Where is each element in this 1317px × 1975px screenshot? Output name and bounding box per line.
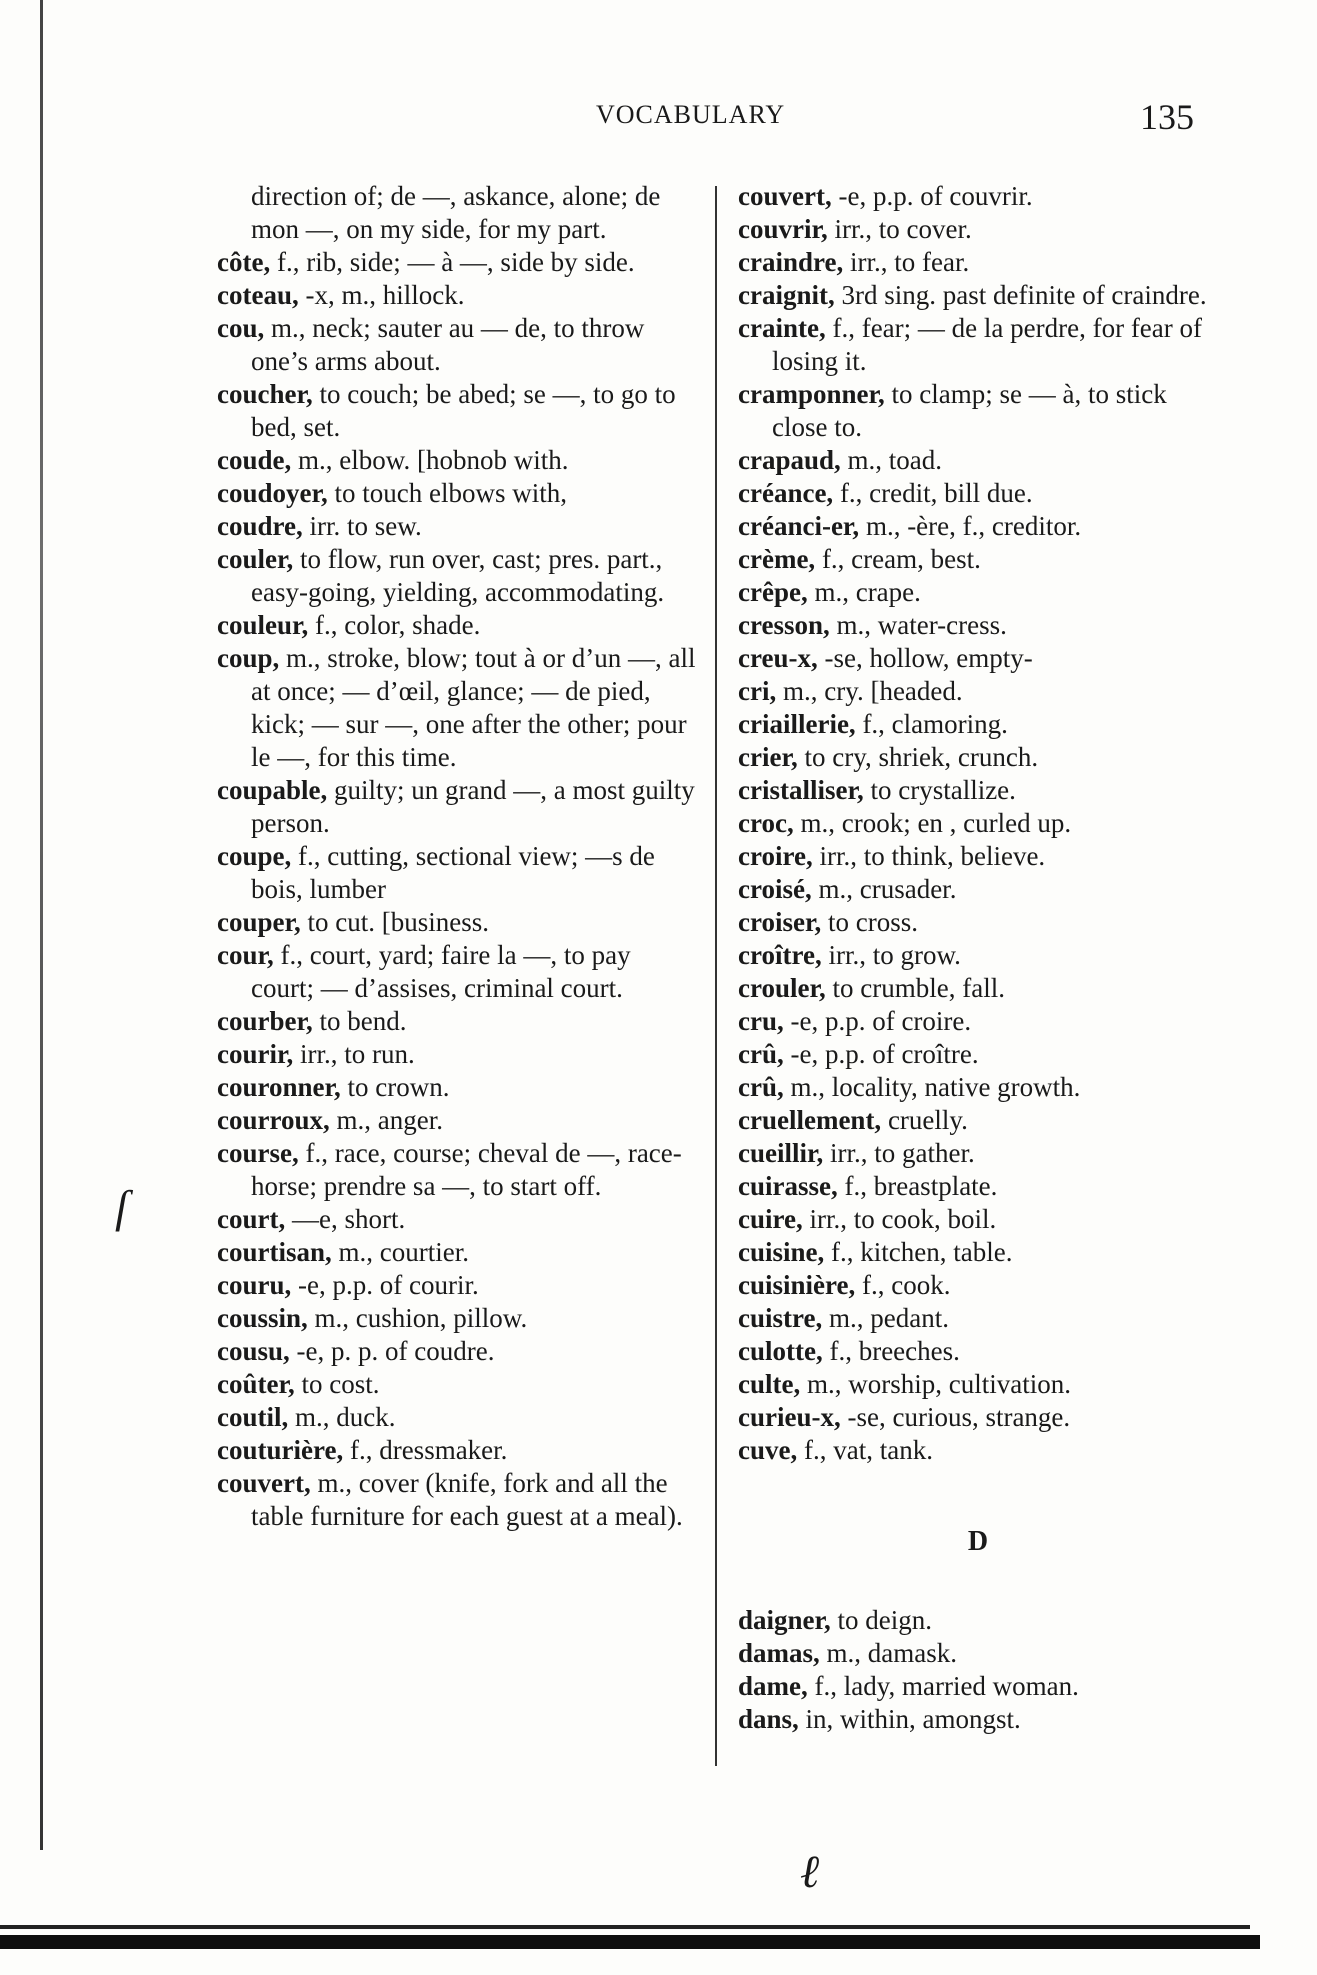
vocab-entry xyxy=(217,312,697,378)
entry-definition: m., -ère, f., creditor. xyxy=(859,511,1082,541)
entry-definition: irr., to grow. xyxy=(821,940,961,970)
vocab-entry xyxy=(217,1137,697,1203)
entry-headword: créance, xyxy=(738,478,834,508)
vocab-entry xyxy=(738,477,1218,510)
vocab-entry xyxy=(738,807,1218,840)
entry-definition: to cut. [business. xyxy=(300,907,490,937)
entry-definition: f., credit, bill due. xyxy=(833,478,1033,508)
vocab-entry xyxy=(738,840,1218,873)
entry-definition: irr., to cook, boil. xyxy=(802,1204,997,1234)
entry-headword: couru, xyxy=(217,1270,292,1300)
entry-definition: m., crusader. xyxy=(811,874,957,904)
vocab-entry xyxy=(217,1401,697,1434)
vocab-entry xyxy=(738,378,1218,444)
entry-definition: f., cream, best. xyxy=(815,544,981,574)
entry-headword: curieu-x, xyxy=(738,1402,841,1432)
entry-definition: to clamp; se — à, to stick close to. xyxy=(772,379,1167,442)
column-divider xyxy=(715,186,717,1766)
entry-definition: to deign. xyxy=(830,1605,933,1635)
vocab-entry xyxy=(738,312,1218,378)
vocab-entry xyxy=(738,1038,1218,1071)
entry-headword: craignit, xyxy=(738,280,835,310)
entry-headword: couvrir, xyxy=(738,214,828,244)
entry-headword: coutil, xyxy=(217,1402,289,1432)
entry-definition: -e, p. p. of coudre. xyxy=(289,1336,495,1366)
entry-definition: to crystallize. xyxy=(863,775,1016,805)
entry-headword: courtisan, xyxy=(217,1237,332,1267)
vocab-entry xyxy=(738,609,1218,642)
entry-definition: m., stroke, blow; tout à or d’un —, all at once; — d’œil, glance; — de pied, kick; — sur —, one after the other; pour le —, for this time. xyxy=(251,643,696,772)
vocab-entry xyxy=(738,1703,1218,1736)
left-column xyxy=(217,180,697,1533)
entry-headword: croître, xyxy=(738,940,822,970)
entry-definition: f., kitchen, table. xyxy=(824,1237,1013,1267)
vocab-entry xyxy=(738,246,1218,279)
right-column-d-entries xyxy=(738,1604,1218,1736)
entry-headword: couper, xyxy=(217,907,301,937)
entry-headword: cueillir, xyxy=(738,1138,824,1168)
entry-headword: couturière, xyxy=(217,1435,344,1465)
entry-definition: irr., to gather. xyxy=(823,1138,975,1168)
entry-headword: coudoyer, xyxy=(217,478,328,508)
page-number: 135 xyxy=(1140,97,1194,137)
entry-headword: daigner, xyxy=(738,1605,831,1635)
entry-headword: croiser, xyxy=(738,907,822,937)
entry-headword: dame, xyxy=(738,1671,808,1701)
vocab-entry xyxy=(217,1071,697,1104)
entry-definition: -e, p.p. of croire. xyxy=(783,1006,972,1036)
vocab-entry xyxy=(738,180,1218,213)
entry-definition: m., duck. xyxy=(288,1402,396,1432)
entry-headword: courir, xyxy=(217,1039,294,1069)
vocab-entry xyxy=(217,1005,697,1038)
entry-headword: couronner, xyxy=(217,1072,341,1102)
vocab-entry xyxy=(738,642,1218,675)
vocab-entry xyxy=(738,1071,1218,1104)
vocab-entry xyxy=(738,1368,1218,1401)
entry-headword: cousu, xyxy=(217,1336,290,1366)
entry-headword: cuistre, xyxy=(738,1303,823,1333)
entry-definition: m., water-cress. xyxy=(829,610,1007,640)
entry-definition: m., locality, native growth. xyxy=(783,1072,1081,1102)
vocab-entry xyxy=(217,1236,697,1269)
vocab-entry xyxy=(738,279,1218,312)
entry-headword: cruellement, xyxy=(738,1105,882,1135)
vocab-entry xyxy=(217,180,697,246)
vocab-entry xyxy=(217,1434,697,1467)
entry-headword: crouler, xyxy=(738,973,826,1003)
entry-definition: cruelly. xyxy=(881,1105,968,1135)
vocab-entry xyxy=(738,1401,1218,1434)
vocab-entry xyxy=(217,840,697,906)
entry-headword: crainte, xyxy=(738,313,826,343)
entry-headword: cramponner, xyxy=(738,379,885,409)
entry-headword: coûter, xyxy=(217,1369,295,1399)
entry-definition: m., damask. xyxy=(819,1638,957,1668)
entry-definition: to crown. xyxy=(340,1072,450,1102)
vocab-entry xyxy=(217,1368,697,1401)
entry-definition: m., anger. xyxy=(329,1105,443,1135)
entry-headword: coup, xyxy=(217,643,280,673)
entry-headword: couleur, xyxy=(217,610,309,640)
entry-headword: coupe, xyxy=(217,841,292,871)
vocab-entry xyxy=(217,477,697,510)
entry-headword: couvert, xyxy=(738,181,832,211)
entry-headword: crier, xyxy=(738,742,798,772)
vocab-entry xyxy=(217,543,697,609)
vocab-entry xyxy=(217,1104,697,1137)
entry-headword: coteau, xyxy=(217,280,299,310)
scan-bottom-rule-thin xyxy=(0,1925,1250,1929)
scan-bottom-rule xyxy=(0,1935,1260,1949)
entry-headword: crêpe, xyxy=(738,577,808,607)
entry-headword: côte, xyxy=(217,247,271,277)
entry-headword: cri, xyxy=(738,676,777,706)
vocab-entry xyxy=(217,444,697,477)
vocab-entry xyxy=(738,1434,1218,1467)
entry-definition: to cross. xyxy=(821,907,918,937)
vocab-entry xyxy=(738,939,1218,972)
entry-definition: to bend. xyxy=(312,1006,407,1036)
entry-definition: to touch elbows with, xyxy=(327,478,567,508)
entry-definition: to flow, run over, cast; pres. part., easy-going, yielding, accommodating. xyxy=(251,544,665,607)
entry-headword: coudre, xyxy=(217,511,303,541)
vocab-entry xyxy=(738,1203,1218,1236)
entry-headword: coucher, xyxy=(217,379,313,409)
vocab-entry xyxy=(217,1038,697,1071)
vocab-entry xyxy=(217,246,697,279)
vocab-entry xyxy=(738,1637,1218,1670)
vocab-entry xyxy=(738,1670,1218,1703)
vocab-entry xyxy=(738,906,1218,939)
vocab-entry xyxy=(217,774,697,840)
entry-definition: f., lady, married woman. xyxy=(807,1671,1079,1701)
entry-headword: damas, xyxy=(738,1638,820,1668)
entry-definition: f., dressmaker. xyxy=(343,1435,508,1465)
entry-headword: coude, xyxy=(217,445,292,475)
entry-headword: coupable, xyxy=(217,775,328,805)
vocab-entry xyxy=(217,609,697,642)
entry-definition: f., rib, side; — à —, side by side. xyxy=(270,247,635,277)
vocab-entry xyxy=(217,1269,697,1302)
entry-definition: m., cry. [headed. xyxy=(776,676,963,706)
entry-headword: cuire, xyxy=(738,1204,803,1234)
entry-definition: to cry, shriek, crunch. xyxy=(797,742,1039,772)
entry-definition: irr., to run. xyxy=(293,1039,415,1069)
entry-definition: f., cook. xyxy=(855,1270,951,1300)
entry-headword: culotte, xyxy=(738,1336,823,1366)
entry-definition: to couch; be abed; se —, to go to bed, set. xyxy=(251,379,676,442)
entry-headword: crû, xyxy=(738,1072,784,1102)
entry-definition: to cost. xyxy=(294,1369,380,1399)
entry-headword: crème, xyxy=(738,544,816,574)
vocab-entry xyxy=(738,873,1218,906)
right-column-c-entries xyxy=(738,180,1218,1467)
entry-headword: couler, xyxy=(217,544,294,574)
entry-definition: f., breastplate. xyxy=(837,1171,998,1201)
entry-definition: m., neck; sauter au — de, to throw one’s arms about. xyxy=(251,313,645,376)
entry-headword: croire, xyxy=(738,841,813,871)
entry-headword: cuisinière, xyxy=(738,1270,856,1300)
entry-headword: crapaud, xyxy=(738,445,841,475)
entry-definition: f., fear; — de la perdre, for fear of losing it. xyxy=(772,313,1203,376)
right-column xyxy=(738,180,1218,1736)
entry-definition: m., worship, cultivation. xyxy=(800,1369,1071,1399)
margin-pen-mark: ſ xyxy=(115,1181,128,1232)
vocab-entry xyxy=(738,1335,1218,1368)
entry-headword: courber, xyxy=(217,1006,313,1036)
entry-headword: coussin, xyxy=(217,1303,308,1333)
entry-definition: f., vat, tank. xyxy=(797,1435,933,1465)
entry-definition: to crumble, fall. xyxy=(825,973,1005,1003)
entry-headword: cour, xyxy=(217,940,274,970)
vocab-entry xyxy=(738,708,1218,741)
vocab-entry xyxy=(217,510,697,543)
entry-headword: couvert, xyxy=(217,1468,311,1498)
vocab-entry xyxy=(738,1137,1218,1170)
entry-definition: f., color, shade. xyxy=(308,610,481,640)
entry-definition: -se, hollow, empty- xyxy=(817,643,1033,673)
entry-definition: f., breeches. xyxy=(822,1336,960,1366)
vocab-entry xyxy=(217,906,697,939)
vocab-entry xyxy=(217,1302,697,1335)
entry-definition: 3rd sing. past definite of craindre. xyxy=(834,280,1207,310)
scan-edge-left xyxy=(40,0,43,1850)
entry-definition: guilty; un grand —, a most guilty person. xyxy=(251,775,695,838)
vocab-entry xyxy=(217,1203,697,1236)
vocab-entry xyxy=(217,279,697,312)
entry-definition: m., courtier. xyxy=(331,1237,469,1267)
entry-headword: courroux, xyxy=(217,1105,330,1135)
entry-headword: culte, xyxy=(738,1369,801,1399)
entry-headword: crû, xyxy=(738,1039,784,1069)
entry-definition: irr., to cover. xyxy=(827,214,972,244)
vocab-entry xyxy=(738,675,1218,708)
entry-definition: -e, p.p. of courir. xyxy=(291,1270,479,1300)
running-head: VOCABULARY xyxy=(596,100,786,129)
entry-headword: cou, xyxy=(217,313,265,343)
vocab-entry xyxy=(738,1604,1218,1637)
entry-definition: in, within, amongst. xyxy=(798,1704,1021,1734)
vocab-entry xyxy=(738,1005,1218,1038)
entry-definition: -e, p.p. of couvrir. xyxy=(831,181,1033,211)
vocab-entry xyxy=(738,576,1218,609)
vocab-entry xyxy=(217,378,697,444)
vocab-entry xyxy=(738,444,1218,477)
vocab-entry xyxy=(738,1236,1218,1269)
entry-definition: m., crape. xyxy=(807,577,921,607)
entry-headword: cru, xyxy=(738,1006,784,1036)
bottom-pen-mark: ℓ xyxy=(800,1846,820,1897)
vocab-entry xyxy=(738,543,1218,576)
entry-headword: croisé, xyxy=(738,874,812,904)
entry-definition: irr., to think, believe. xyxy=(812,841,1046,871)
entry-headword: cuve, xyxy=(738,1435,798,1465)
entry-headword: cuirasse, xyxy=(738,1171,838,1201)
entry-headword: course, xyxy=(217,1138,299,1168)
section-letter: D xyxy=(967,1526,989,1557)
entry-definition: f., race, course; cheval de —, race-horse; prendre sa —, to start off. xyxy=(251,1138,682,1201)
entry-definition: direction of; de —, askance, alone; de mon —, on my side, for my part. xyxy=(251,181,661,244)
entry-headword: criaillerie, xyxy=(738,709,856,739)
vocab-entry xyxy=(217,642,697,774)
vocab-entry xyxy=(738,1170,1218,1203)
entry-definition: -x, m., hillock. xyxy=(298,280,465,310)
entry-headword: dans, xyxy=(738,1704,799,1734)
entry-definition: f., cutting, sectional view; —s de bois, lumber xyxy=(251,841,655,904)
vocab-entry xyxy=(738,741,1218,774)
entry-definition: m., cover (knife, fork and all the table furniture for each guest at a meal). xyxy=(251,1468,683,1531)
vocab-entry xyxy=(738,972,1218,1005)
entry-definition: -se, curious, strange. xyxy=(840,1402,1071,1432)
entry-headword: cresson, xyxy=(738,610,830,640)
entry-headword: court, xyxy=(217,1204,286,1234)
vocab-entry xyxy=(217,1335,697,1368)
entry-definition: f., clamoring. xyxy=(855,709,1008,739)
vocab-entry xyxy=(217,939,697,1005)
vocab-entry xyxy=(738,510,1218,543)
vocab-entry xyxy=(738,1269,1218,1302)
entry-definition: m., crook; en , curled up. xyxy=(793,808,1072,838)
vocab-entry xyxy=(738,213,1218,246)
entry-definition: f., court, yard; faire la —, to pay court; — d’assises, criminal court. xyxy=(251,940,631,1003)
vocab-entry xyxy=(738,774,1218,807)
entry-definition: —e, short. xyxy=(285,1204,406,1234)
vocab-entry xyxy=(217,1467,697,1533)
entry-definition: -e, p.p. of croître. xyxy=(783,1039,979,1069)
entry-headword: creu-x, xyxy=(738,643,818,673)
entry-headword: cuisine, xyxy=(738,1237,825,1267)
entry-headword: croc, xyxy=(738,808,794,838)
entry-definition: irr., to fear. xyxy=(843,247,970,277)
entry-definition: m., cushion, pillow. xyxy=(307,1303,528,1333)
entry-definition: irr. to sew. xyxy=(302,511,422,541)
entry-headword: craindre, xyxy=(738,247,844,277)
entry-definition: m., toad. xyxy=(840,445,943,475)
entry-headword: créanci-er, xyxy=(738,511,860,541)
entry-definition: m., pedant. xyxy=(822,1303,949,1333)
vocab-entry xyxy=(738,1302,1218,1335)
vocab-entry xyxy=(738,1104,1218,1137)
entry-definition: m., elbow. [hobnob with. xyxy=(291,445,569,475)
entry-headword: cristalliser, xyxy=(738,775,864,805)
